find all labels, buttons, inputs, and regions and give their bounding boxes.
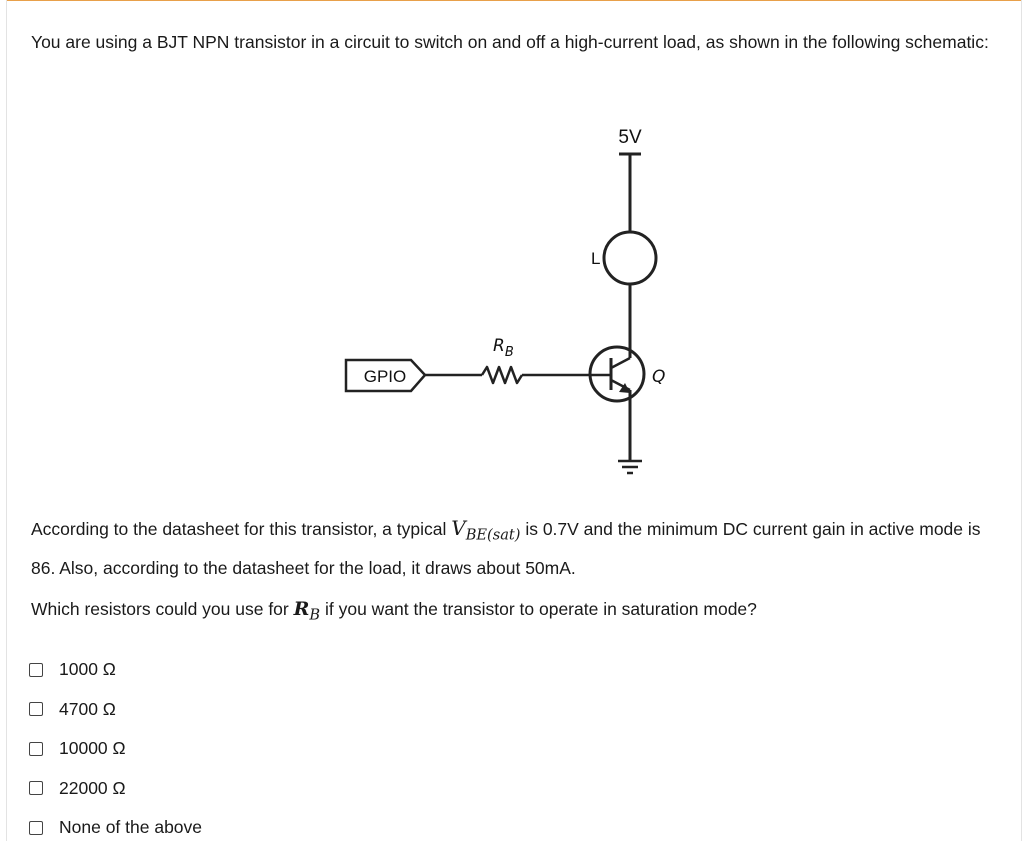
transistor-label: Q	[652, 367, 666, 387]
supply-label: 5V	[618, 127, 642, 148]
option-label: 4700 Ω	[59, 698, 116, 719]
ask-text-end: if you want the transistor to operate in saturation mode?	[320, 599, 757, 619]
vbe-subscript: BE(sat)	[465, 526, 521, 544]
circuit-schematic	[330, 118, 680, 488]
transistor-collector-lead	[611, 358, 630, 368]
given-text-start: According to the datasheet for this transistor, a typical	[31, 519, 452, 539]
option-checkbox[interactable]	[29, 663, 43, 677]
card-top-border	[7, 0, 1021, 1]
load-symbol	[604, 232, 656, 284]
vbe-symbol: V	[451, 516, 466, 540]
given-text-end: is 0.7V and the minimum DC current gain in active mode is 86. Also, according to the datasheet for the load, it draws about 50mA.	[31, 519, 981, 578]
resistor-symbol	[482, 367, 522, 383]
resistor-label-subscript: B	[504, 345, 514, 360]
option-10000-ohm[interactable]	[29, 729, 202, 769]
option-label: 10000 Ω	[59, 738, 126, 759]
option-checkbox[interactable]	[29, 821, 43, 835]
question-prompt	[31, 593, 1006, 632]
option-22000-ohm[interactable]	[29, 769, 202, 809]
option-checkbox[interactable]	[29, 781, 43, 795]
option-label: 22000 Ω	[59, 777, 126, 798]
rb-symbol: R	[293, 598, 310, 620]
question-intro: You are using a BJT NPN transistor in a circuit to switch on and off a high-current load, as shown in the following schematic:	[31, 32, 989, 52]
option-checkbox[interactable]	[29, 702, 43, 716]
gpio-label: GPIO	[363, 367, 407, 386]
option-label: 1000 Ω	[59, 659, 116, 680]
resistor-label-main: R	[493, 336, 505, 356]
given-info	[31, 512, 1006, 584]
option-4700-ohm[interactable]	[29, 690, 202, 730]
load-label: L	[591, 249, 601, 268]
option-none-of-the-above[interactable]	[29, 808, 202, 848]
resistor-label	[493, 336, 514, 360]
ask-text-start: Which resistors could you use for	[31, 599, 294, 619]
option-1000-ohm[interactable]	[29, 650, 202, 690]
option-label: None of the above	[59, 817, 203, 838]
option-checkbox[interactable]	[29, 742, 43, 756]
answer-options	[29, 650, 202, 848]
rb-subscript: B	[309, 606, 321, 624]
ground-icon	[618, 461, 642, 473]
